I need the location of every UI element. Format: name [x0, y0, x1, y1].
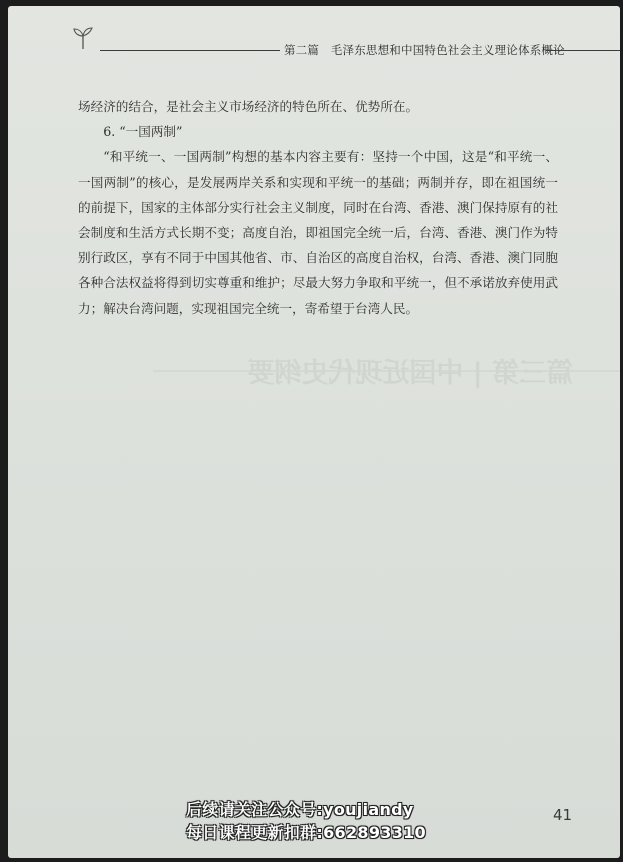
paragraph-continuation: 场经济的结合，是社会主义市场经济的特色所在、优势所在。 [78, 99, 419, 114]
body-text [78, 94, 558, 321]
running-header: 第二篇 毛泽东思想和中国特色社会主义理论体系概论 [284, 43, 565, 57]
sprout-icon [72, 26, 94, 50]
section-heading: 6. “一国两制” [103, 124, 183, 140]
bleed-through-text: 篇三第 | 中国近现代史纲要 [247, 358, 573, 389]
header-rule-right [546, 50, 620, 51]
paragraph: “和平统一、一国两制”构想的基本内容主要有：坚持一个中国，这是“和平统一、一国两制”的核心，是发展两岸关系和实现和平统一的基础；两制并存，即在祖国统一的前提下，国家的主体部分实行社会主义制度，同时在台湾、香港、澳门保持原有的社会制度和生活方式长期不变；高度自治，即祖国完全统一后，台湾、香港、澳门作为特别行政区，享有不同于中国其他省、市、自治区的高度自治权，台湾、香港、澳门同胞各种合法权益将得到切实尊重和维护；尽最大努力争取和平统一，但不承诺放弃使用武力；解决台湾问题，实现祖国完全统一，寄希望于台湾人民。 [78, 149, 558, 316]
bleed-through-rule [153, 370, 620, 372]
book-page [8, 6, 620, 858]
page-number: 41 [553, 806, 573, 824]
header-rule-left [100, 50, 280, 51]
watermark-line-1: 后续请关注公众号:youjiandy [186, 800, 414, 819]
watermark-line-2: 每日课程更新扣群:662893310 [186, 823, 426, 842]
